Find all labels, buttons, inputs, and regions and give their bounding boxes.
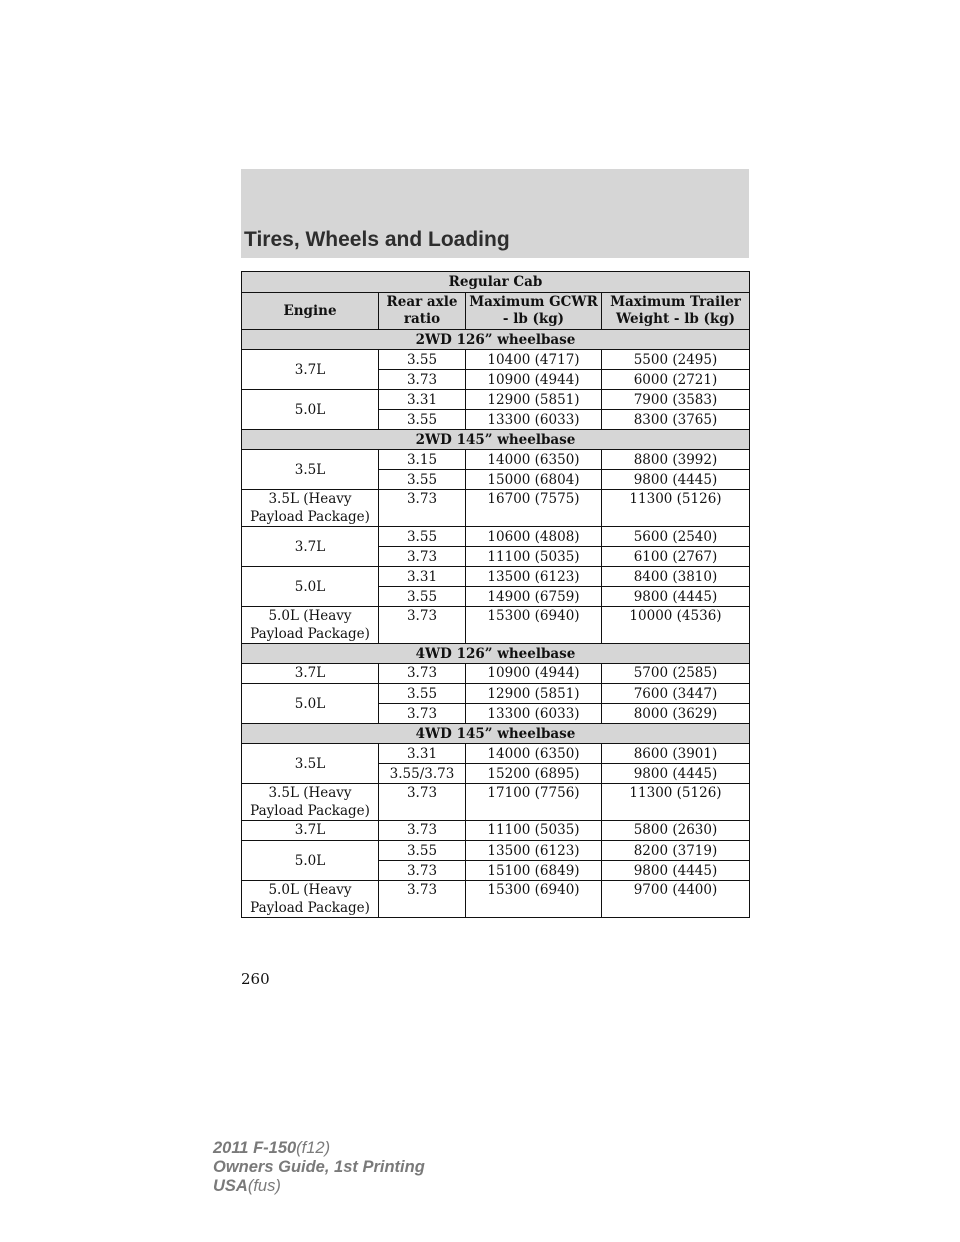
axle-ratio-cell: 3.55 <box>379 527 466 547</box>
axle-ratio-cell: 3.55 <box>379 587 466 607</box>
gcwr-cell: 11100 (5035) <box>466 821 602 841</box>
gcwr-cell: 15100 (6849) <box>466 861 602 881</box>
engine-cell: 5.0L <box>242 684 379 724</box>
axle-ratio-cell: 3.31 <box>379 390 466 410</box>
trailer-weight-cell: 5700 (2585) <box>602 664 750 684</box>
trailer-weight-cell: 11300 (5126) <box>602 784 750 821</box>
trailer-weight-cell: 9800 (4445) <box>602 587 750 607</box>
axle-ratio-cell: 3.73 <box>379 607 466 644</box>
column-header: Rear axle ratio <box>379 293 466 330</box>
wheelbase-group-row <box>242 724 750 744</box>
table-row <box>242 390 750 410</box>
gcwr-cell: 16700 (7575) <box>466 490 602 527</box>
engine-cell: 5.0L (Heavy Payload Package) <box>242 881 379 918</box>
axle-ratio-cell: 3.73 <box>379 704 466 724</box>
gcwr-cell: 14900 (6759) <box>466 587 602 607</box>
gcwr-cell: 10600 (4808) <box>466 527 602 547</box>
trailer-weight-cell: 11300 (5126) <box>602 490 750 527</box>
engine-cell: 3.5L <box>242 744 379 784</box>
table-row <box>242 607 750 644</box>
gcwr-cell: 10400 (4717) <box>466 350 602 370</box>
gcwr-cell: 15300 (6940) <box>466 607 602 644</box>
table-header-row <box>242 293 750 330</box>
wheelbase-group-title: 4WD 126” wheelbase <box>242 644 750 664</box>
trailer-weight-cell: 7600 (3447) <box>602 684 750 704</box>
gcwr-cell: 15300 (6940) <box>466 881 602 918</box>
axle-ratio-cell: 3.55/3.73 <box>379 764 466 784</box>
engine-cell: 3.5L <box>242 450 379 490</box>
trailer-weight-cell: 9700 (4400) <box>602 881 750 918</box>
engine-cell: 5.0L (Heavy Payload Package) <box>242 607 379 644</box>
trailer-weight-cell: 8000 (3629) <box>602 704 750 724</box>
axle-ratio-cell: 3.73 <box>379 881 466 918</box>
trailer-weight-cell: 8300 (3765) <box>602 410 750 430</box>
trailer-weight-cell: 5500 (2495) <box>602 350 750 370</box>
wheelbase-group-row <box>242 430 750 450</box>
footer-model-code: (f12) <box>296 1139 331 1157</box>
section-title: Tires, Wheels and Loading <box>244 228 510 251</box>
wheelbase-group-title: 2WD 126” wheelbase <box>242 330 750 350</box>
gcwr-cell: 10900 (4944) <box>466 664 602 684</box>
footer-printing: Owners Guide, 1st Printing <box>213 1158 425 1176</box>
axle-ratio-cell: 3.73 <box>379 821 466 841</box>
wheelbase-group-row <box>242 330 750 350</box>
axle-ratio-cell: 3.73 <box>379 547 466 567</box>
axle-ratio-cell: 3.55 <box>379 350 466 370</box>
axle-ratio-cell: 3.73 <box>379 370 466 390</box>
gcwr-cell: 14000 (6350) <box>466 744 602 764</box>
engine-cell: 3.7L <box>242 527 379 567</box>
gcwr-cell: 17100 (7756) <box>466 784 602 821</box>
table-row <box>242 567 750 587</box>
table-caption-row <box>242 272 750 293</box>
trailer-weight-cell: 8800 (3992) <box>602 450 750 470</box>
trailer-weight-cell: 8400 (3810) <box>602 567 750 587</box>
trailer-weight-cell: 10000 (4536) <box>602 607 750 644</box>
table-row <box>242 490 750 527</box>
gcwr-cell: 15000 (6804) <box>466 470 602 490</box>
page-number: 260 <box>241 970 270 988</box>
table-row <box>242 664 750 684</box>
trailer-weight-cell: 7900 (3583) <box>602 390 750 410</box>
table-row <box>242 527 750 547</box>
engine-cell: 3.5L (Heavy Payload Package) <box>242 784 379 821</box>
table-row <box>242 684 750 704</box>
table-row <box>242 881 750 918</box>
engine-cell: 5.0L <box>242 390 379 430</box>
engine-cell: 3.7L <box>242 664 379 684</box>
axle-ratio-cell: 3.55 <box>379 470 466 490</box>
gcwr-cell: 12900 (5851) <box>466 390 602 410</box>
footer-model: 2011 F-150 <box>213 1139 297 1157</box>
footer-line-model <box>213 1139 425 1158</box>
axle-ratio-cell: 3.55 <box>379 841 466 861</box>
axle-ratio-cell: 3.73 <box>379 664 466 684</box>
table-row <box>242 784 750 821</box>
axle-ratio-cell: 3.73 <box>379 784 466 821</box>
engine-cell: 3.7L <box>242 350 379 390</box>
table-row <box>242 350 750 370</box>
footer-market-code: (fus) <box>247 1177 281 1195</box>
table-row <box>242 450 750 470</box>
wheelbase-group-title: 2WD 145” wheelbase <box>242 430 750 450</box>
gcwr-cell: 10900 (4944) <box>466 370 602 390</box>
trailer-weight-cell: 9800 (4445) <box>602 861 750 881</box>
column-header: Engine <box>242 293 379 330</box>
wheelbase-group-title: 4WD 145” wheelbase <box>242 724 750 744</box>
axle-ratio-cell: 3.31 <box>379 567 466 587</box>
footer-market: USA <box>213 1177 248 1195</box>
trailer-weight-cell: 8200 (3719) <box>602 841 750 861</box>
axle-ratio-cell: 3.15 <box>379 450 466 470</box>
trailer-weight-cell: 9800 (4445) <box>602 470 750 490</box>
engine-cell: 3.7L <box>242 821 379 841</box>
trailer-weight-cell: 6100 (2767) <box>602 547 750 567</box>
table-caption: Regular Cab <box>242 272 750 293</box>
gcwr-cell: 12900 (5851) <box>466 684 602 704</box>
axle-ratio-cell: 3.55 <box>379 684 466 704</box>
axle-ratio-cell: 3.73 <box>379 490 466 527</box>
trailer-weight-cell: 8600 (3901) <box>602 744 750 764</box>
gcwr-cell: 13300 (6033) <box>466 410 602 430</box>
table-row <box>242 841 750 861</box>
table-body <box>242 330 750 918</box>
trailer-weight-cell: 5600 (2540) <box>602 527 750 547</box>
axle-ratio-cell: 3.73 <box>379 861 466 881</box>
print-footer <box>213 1139 425 1196</box>
column-header: Maximum Trailer Weight - lb (kg) <box>602 293 750 330</box>
gcwr-cell: 11100 (5035) <box>466 547 602 567</box>
trailer-weight-cell: 9800 (4445) <box>602 764 750 784</box>
engine-cell: 5.0L <box>242 841 379 881</box>
gcwr-cell: 15200 (6895) <box>466 764 602 784</box>
footer-line-market <box>213 1177 425 1196</box>
engine-cell: 5.0L <box>242 567 379 607</box>
gcwr-cell: 13300 (6033) <box>466 704 602 724</box>
table-row <box>242 744 750 764</box>
gcwr-cell: 13500 (6123) <box>466 841 602 861</box>
trailer-weight-cell: 5800 (2630) <box>602 821 750 841</box>
axle-ratio-cell: 3.55 <box>379 410 466 430</box>
gcwr-cell: 13500 (6123) <box>466 567 602 587</box>
wheelbase-group-row <box>242 644 750 664</box>
axle-ratio-cell: 3.31 <box>379 744 466 764</box>
engine-cell: 3.5L (Heavy Payload Package) <box>242 490 379 527</box>
towing-spec-table <box>241 271 750 918</box>
trailer-weight-cell: 6000 (2721) <box>602 370 750 390</box>
column-header: Maximum GCWR - lb (kg) <box>466 293 602 330</box>
gcwr-cell: 14000 (6350) <box>466 450 602 470</box>
table-row <box>242 821 750 841</box>
